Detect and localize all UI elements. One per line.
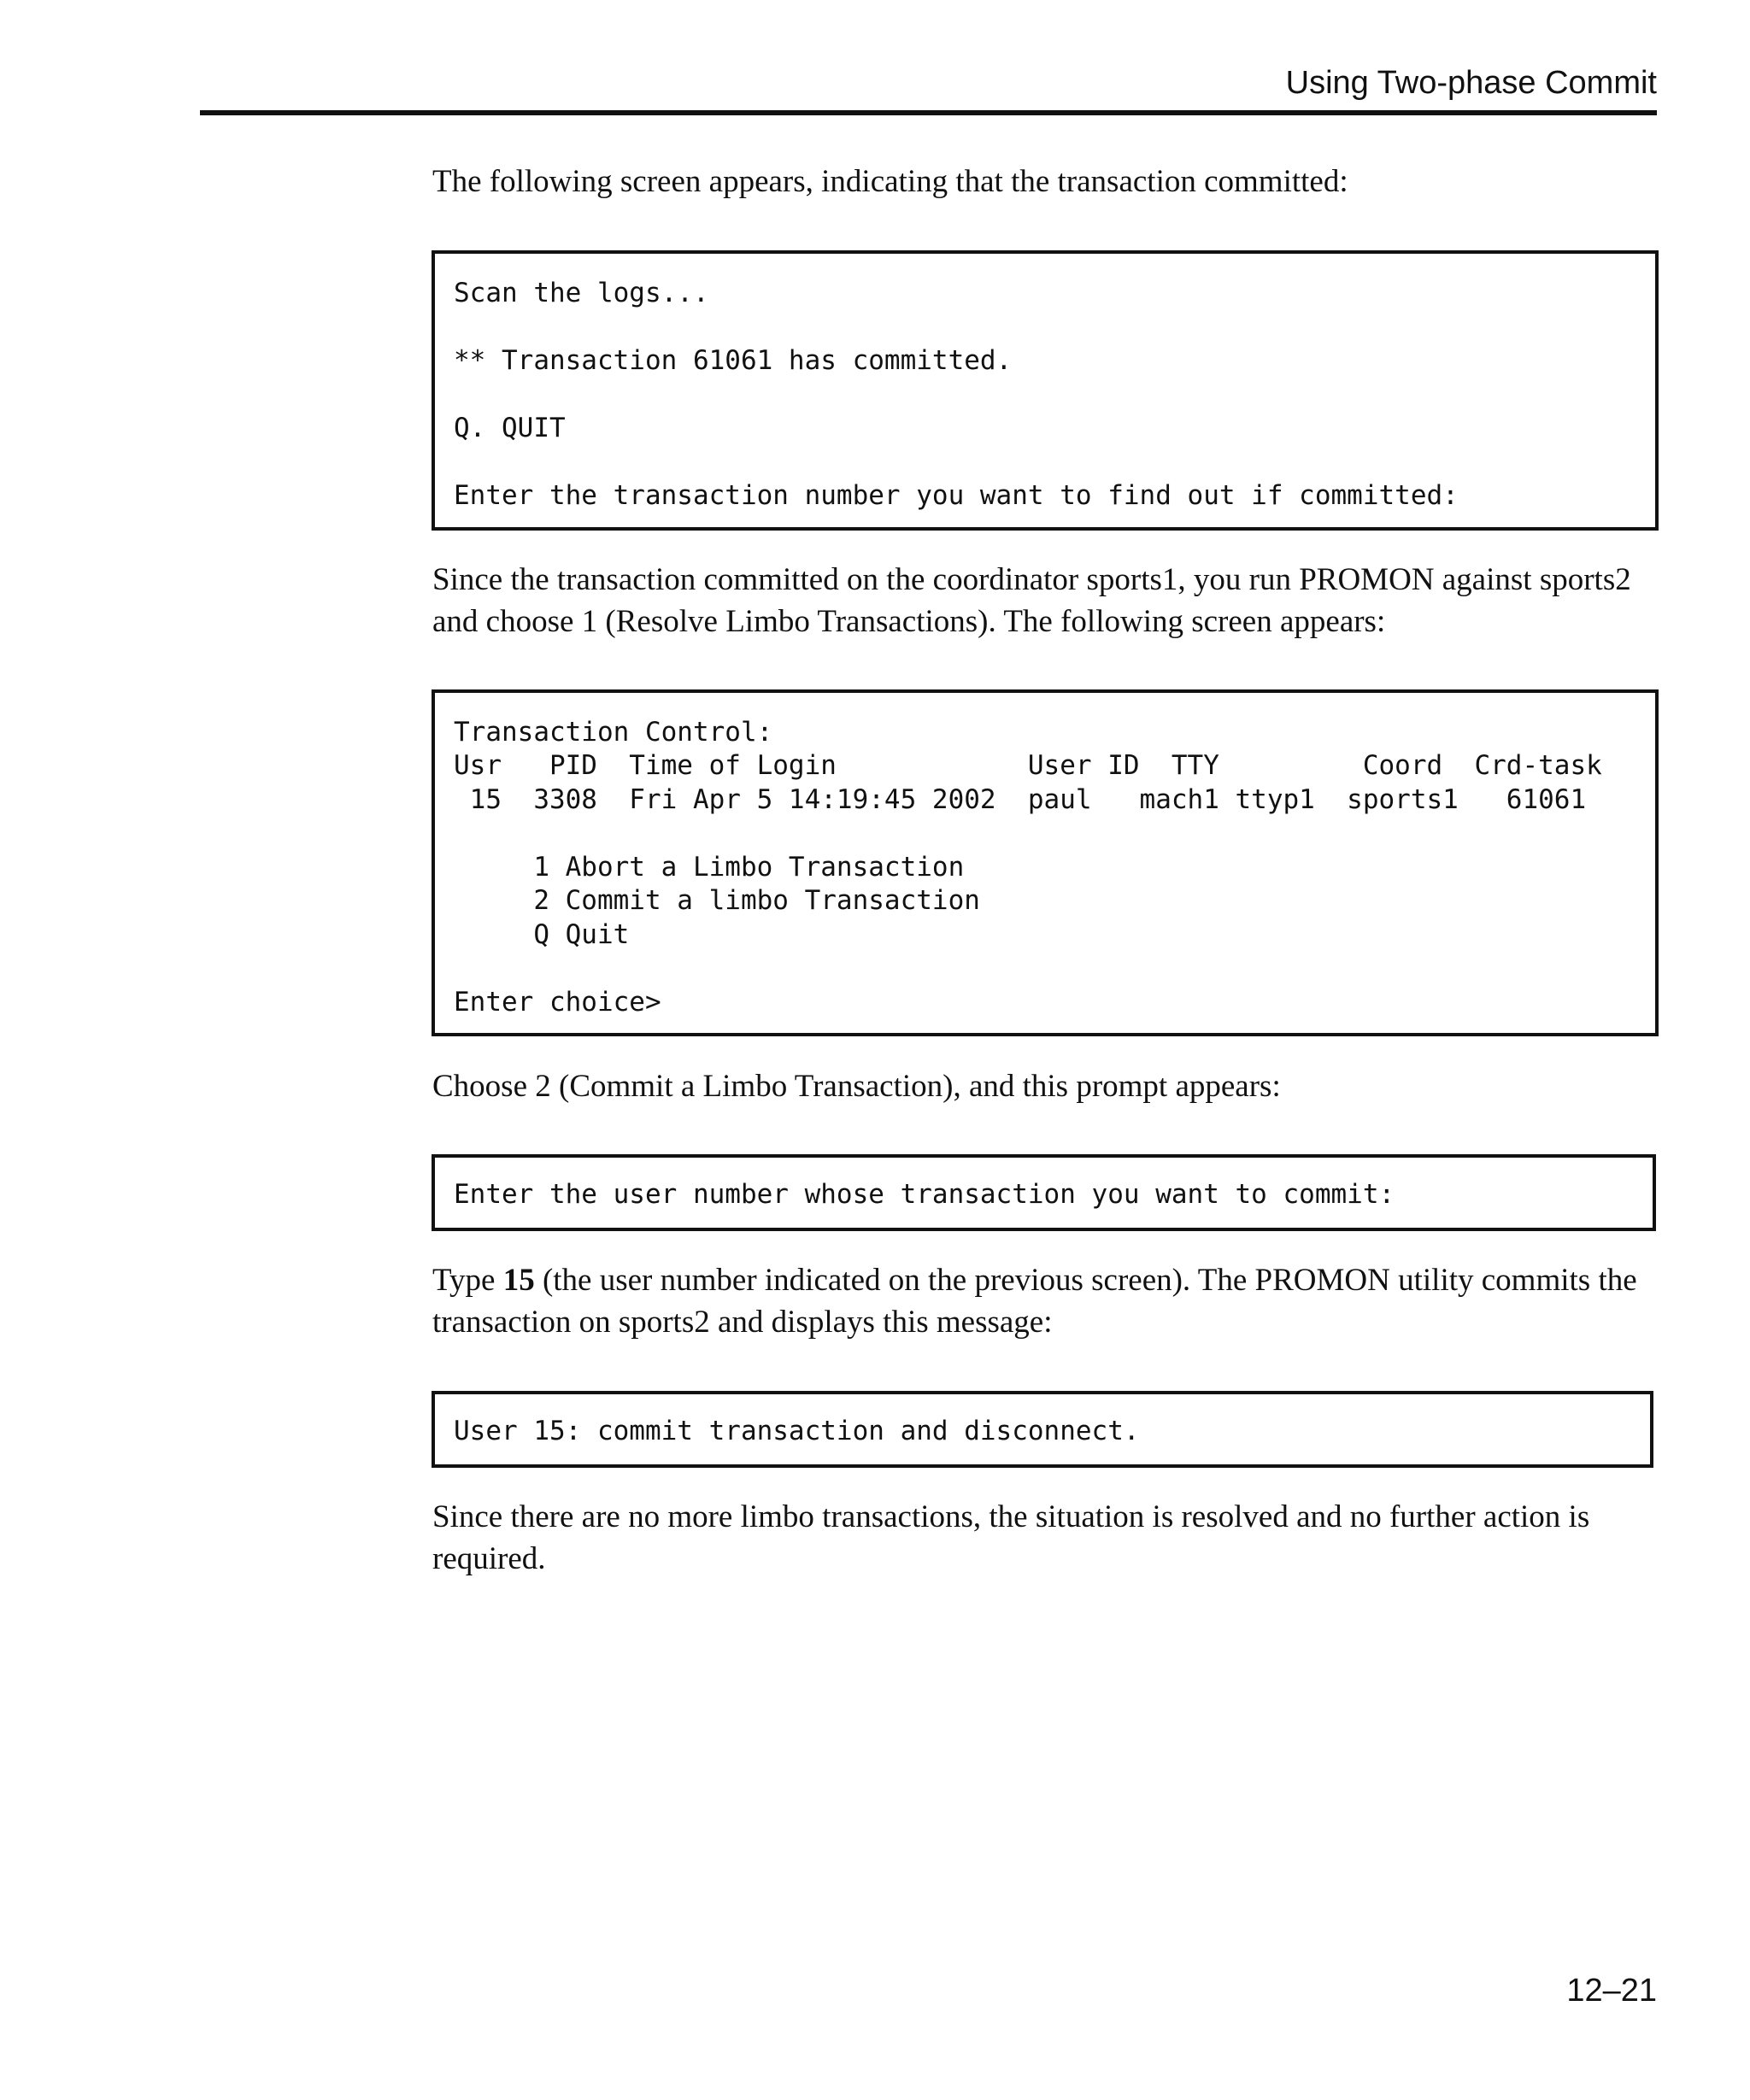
paragraph-line: required. (432, 1541, 546, 1576)
paragraph-text: (the user number indicated on the previous screen). The PROMON utility commits the (534, 1263, 1637, 1298)
scan-logs-screen (432, 250, 1659, 531)
screen-line: Scan the logs... (454, 278, 709, 308)
transaction-control-screen (432, 689, 1659, 1036)
screen-title: Transaction Control: (454, 717, 773, 748)
intro-paragraph: The following screen appears, indicating that the transaction committed: (432, 164, 1348, 199)
type-paragraph (432, 1259, 1663, 1343)
paragraph-text: Type (432, 1263, 503, 1298)
table-row: 15 3308 Fri Apr 5 14:19:45 2002 paul mach1 ttyp1 sports1 61061 (454, 784, 1587, 815)
page-number: 12–21 (1566, 1973, 1657, 2009)
since-committed-paragraph (432, 559, 1663, 642)
menu-item-quit: Q Quit (454, 919, 630, 950)
table-header-row: Usr PID Time of Login User ID TTY Coord Crd-task (454, 750, 1602, 781)
screen-line: Q. QUIT (454, 413, 566, 443)
commit-message-screen (432, 1391, 1653, 1468)
paragraph-line: Since the transaction committed on the coordinator sports1, you run PROMON against sports2 (432, 562, 1631, 597)
screen-line: Enter the transaction number you want to find out if committed: (454, 480, 1459, 511)
choice-prompt: Enter choice> (454, 987, 661, 1018)
screen-line: User 15: commit transaction and disconnect. (454, 1416, 1140, 1446)
user-number-value: 15 (502, 1263, 535, 1298)
enter-user-number-screen (432, 1154, 1656, 1231)
menu-item-abort: 1 Abort a Limbo Transaction (454, 852, 965, 883)
conclusion-paragraph (432, 1496, 1663, 1580)
header-rule (200, 110, 1657, 115)
screen-line: Enter the user number whose transaction you want to commit: (454, 1179, 1395, 1210)
paragraph-line: transaction on sports2 and displays this message: (432, 1305, 1053, 1340)
menu-item-commit: 2 Commit a limbo Transaction (454, 885, 980, 916)
paragraph-line: and choose 1 (Resolve Limbo Transactions). The following screen appears: (432, 604, 1386, 639)
paragraph-line: Since there are no more limbo transactions, the situation is resolved and no further action is (432, 1499, 1590, 1534)
running-header-title: Using Two-phase Commit (1285, 65, 1657, 101)
choose-two-paragraph: Choose 2 (Commit a Limbo Transaction), and this prompt appears: (432, 1069, 1281, 1104)
screen-line: ** Transaction 61061 has committed. (454, 345, 1013, 376)
